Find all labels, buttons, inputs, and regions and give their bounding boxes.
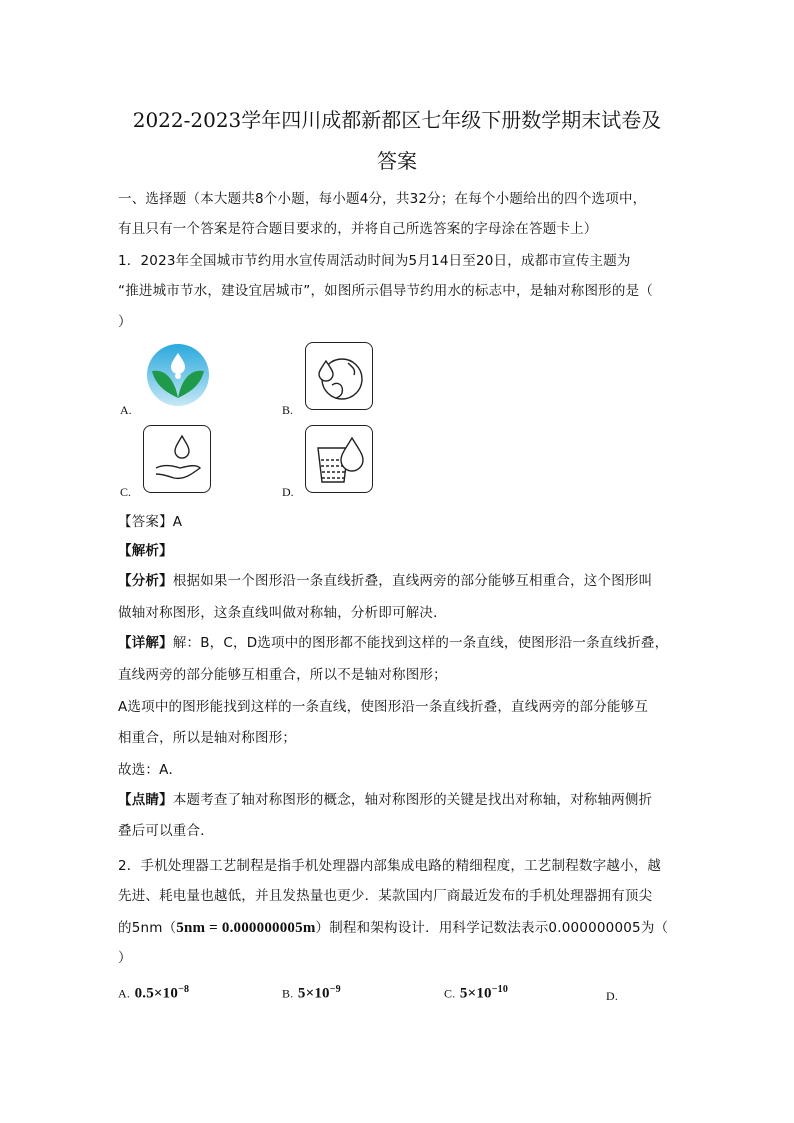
cup-drop-d-icon xyxy=(305,425,373,493)
xiangjie-text: A选项中的图形能找到这样的一条直线，使图形沿一条直线折叠，直线两旁的部分能够互 xyxy=(118,699,649,715)
doc-title-line-2: 答案 xyxy=(377,149,417,173)
fenxi-text: 根据如果一个图形沿一条直线折叠，直线两旁的部分能够互相重合，这个图形叫 xyxy=(172,573,653,589)
q1-option-a-label: A. xyxy=(120,403,132,417)
q2-text: 的5nm（ xyxy=(118,920,177,936)
q2-text: ） xyxy=(118,950,132,966)
fenxi-label: 【分析】 xyxy=(118,573,173,589)
q2-option-b-value: 5×10 xyxy=(297,985,330,1002)
q2-option-a-value: 0.5×10 xyxy=(134,985,179,1002)
q2-option-c-value: 5×10 xyxy=(459,985,492,1002)
q1-text: 1．2023年全国城市节约用水宣传周活动时间为5月14日至20日，成都市宣传主题为 xyxy=(118,253,631,269)
q2-option-a-label: A. xyxy=(118,986,131,1001)
q2-option-c-exp: −10 xyxy=(491,984,509,995)
q2-formula: 5nm = 0.000000005m xyxy=(176,920,316,936)
doc-title-line-1: 2022-2023学年四川成都新都区七年级下册数学期末试卷及 xyxy=(132,108,662,132)
q2-option-a-exp: −8 xyxy=(178,984,190,995)
xiangjie-label: 【详解】 xyxy=(118,635,173,651)
xiangjie-text: 解：B，C，D选项中的图形都不能找到这样的一条直线，使图形沿一条直线折叠， xyxy=(172,635,669,651)
q1-option-c-label: C. xyxy=(120,485,132,499)
xiangjie-text: 相重合，所以是轴对称图形； xyxy=(118,730,297,746)
dianjing-text: 本题考查了轴对称图形的概念，轴对称图形的关键是找出对称轴，对称轴两侧折 xyxy=(172,792,653,808)
q1-option-b-label: B. xyxy=(282,403,294,417)
section-heading: 一、选择题（本大题共8个小题，每小题4分，共32分；在每个小题给出的四个选项中， xyxy=(118,191,647,207)
dianjing-label: 【点睛】 xyxy=(118,792,173,808)
q2-text: 2．手机处理器工艺制程是指手机处理器内部集成电路的精细程度，工艺制程数字越小，越 xyxy=(118,858,662,874)
dianjing-text: 叠后可以重合． xyxy=(118,823,214,839)
q2-option-b-label: B. xyxy=(282,986,294,1001)
q1-analysis-heading: 【解析】 xyxy=(118,543,173,559)
q2-text: 先进、耗电量也越低，并且发热量也更少．某款国内厂商最近发布的手机处理器拥有顶尖 xyxy=(118,888,653,904)
q1-option-d-label: D. xyxy=(282,485,294,499)
section-heading-cont: 有且只有一个答案是符合题目要求的，并将自己所选答案的字母涂在答题卡上） xyxy=(118,221,598,237)
xiangjie-text: 直线两旁的部分能够互相重合，所以不是轴对称图形； xyxy=(118,667,447,683)
q1-text: ） xyxy=(118,314,132,330)
q2-text: ）制程和架构设计．用科学记数法表示0.000000005为（ xyxy=(315,920,669,936)
q2-option-d-label: D. xyxy=(606,989,619,1003)
q1-answer: 【答案】A xyxy=(118,514,183,530)
q1-text: “推进城市节水，建设宜居城市”，如图所示倡导节约用水的标志中，是轴对称图形的是（ xyxy=(118,283,653,299)
water-logo-a-icon xyxy=(146,343,210,411)
earth-drop-b-icon xyxy=(305,342,373,410)
q2-option-b-exp: −9 xyxy=(329,984,341,995)
xiangjie-text: 故选：A． xyxy=(118,762,183,778)
fenxi-text: 做轴对称图形，这条直线叫做对称轴，分析即可解决． xyxy=(118,605,447,621)
q2-option-c-label: C. xyxy=(444,986,456,1001)
hand-drop-c-icon xyxy=(143,425,211,493)
